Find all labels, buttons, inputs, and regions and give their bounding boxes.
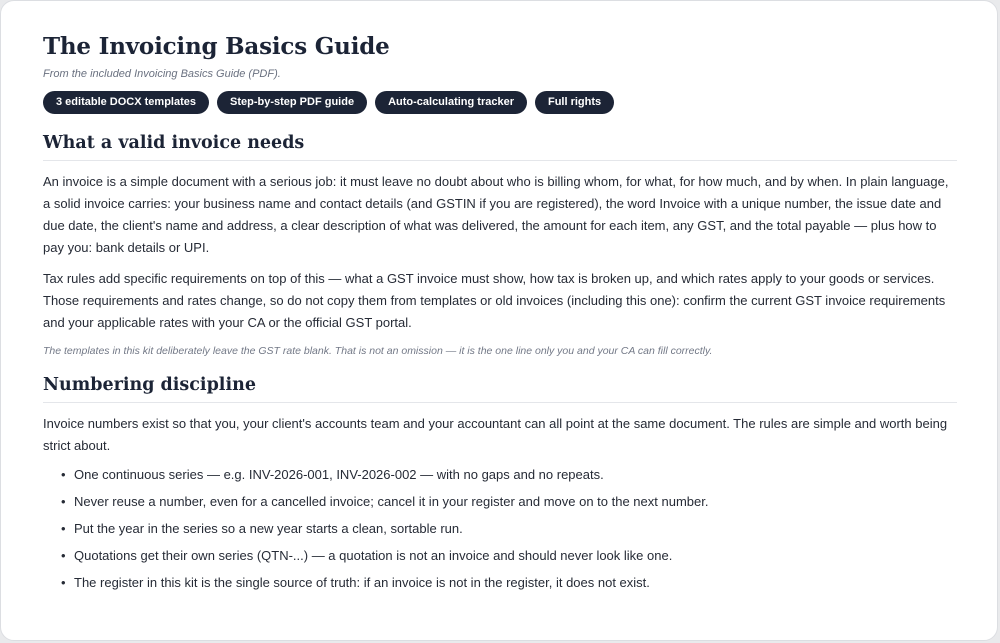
- page-title: The Invoicing Basics Guide: [43, 33, 390, 60]
- list-item-text: The register in this kit is the single source of truth: if an invoice is not in the register, it does not exist.: [74, 575, 650, 590]
- guide-content: [43, 31, 957, 601]
- list-item: [61, 520, 957, 538]
- list-item: [61, 574, 957, 592]
- list-item-text: One continuous series — e.g. INV-2026-001, INV-2026-002 — with no gaps and no repeats.: [74, 467, 604, 482]
- numbering-intro-paragraph: Invoice numbers exist so that you, your client's accounts team and your accountant can all point at the same document. The rules are simple and worth being strict about.: [43, 416, 948, 453]
- numbering-rules-list: [43, 466, 957, 592]
- list-item: [61, 547, 957, 565]
- gst-rate-note: The templates in this kit deliberately leave the GST rate blank. That is not an omission — it is the one line only you and your CA can fill correctly.: [43, 345, 713, 357]
- bullet-icon: •: [61, 494, 66, 509]
- bullet-icon: •: [61, 548, 66, 563]
- section-heading-valid-invoice: What a valid invoice needs: [43, 130, 957, 161]
- list-item: [61, 466, 957, 484]
- page-subtitle: From the included Invoicing Basics Guide (PDF).: [43, 68, 281, 80]
- bullet-icon: •: [61, 521, 66, 536]
- list-item-text: Quotations get their own series (QTN-...) — a quotation is not an invoice and should never look like one.: [74, 548, 673, 563]
- tax-rules-paragraph: Tax rules add specific requirements on top of this — what a GST invoice must show, how tax is broken up, and which rates apply to your goods or services. Those requirements and rates change, so do not copy them from templates or old invoices (including this one): confirm the current GST invoice requirements and your applicable rates with your CA or the official GST portal.: [43, 271, 946, 330]
- feature-chips: [43, 91, 957, 114]
- chip-tracker: Auto-calculating tracker: [375, 91, 527, 114]
- list-item-text: Never reuse a number, even for a cancelled invoice; cancel it in your register and move on to the next number.: [74, 494, 709, 509]
- valid-invoice-paragraph: An invoice is a simple document with a serious job: it must leave no doubt about who is billing whom, for what, for how much, and by when. In plain language, a solid invoice carries: your business name and contact details (and GSTIN if you are registered), the word Invoice with a unique number, the issue date and due date, the client's name and address, a clear description of what was delivered, the amount for each item, any GST, and the total payable — plus how to pay you: bank details or UPI.: [43, 174, 949, 255]
- bullet-icon: •: [61, 575, 66, 590]
- chip-full-rights: Full rights: [535, 91, 614, 114]
- list-item: [61, 493, 957, 511]
- bullet-icon: •: [61, 467, 66, 482]
- section-heading-numbering: Numbering discipline: [43, 372, 957, 403]
- chip-docx-templates: 3 editable DOCX templates: [43, 91, 209, 114]
- list-item-text: Put the year in the series so a new year starts a clean, sortable run.: [74, 521, 463, 536]
- chip-pdf-guide: Step-by-step PDF guide: [217, 91, 367, 114]
